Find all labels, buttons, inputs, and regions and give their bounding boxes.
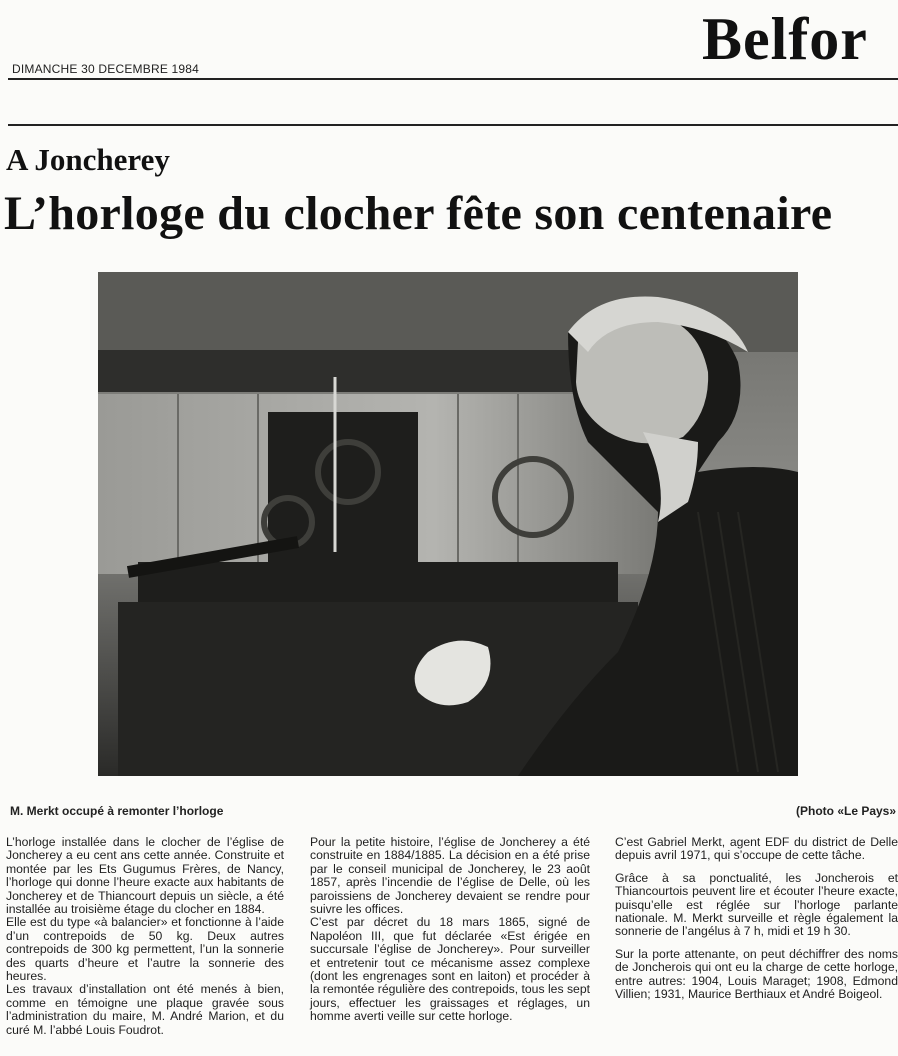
newspaper-masthead: Belfor: [702, 6, 868, 72]
article-kicker: A Joncherey: [6, 142, 170, 177]
masthead-rule: [8, 78, 898, 80]
paragraph: C’est par décret du 18 mars 1865, signé de Napoléon III, que fut déclarée «Est érigée en succursale l’église de Joncherey». Pour surveiller et entretenir tout ce mécanisme assez complexe (dont les engrenages sont en laiton) et procéder à la remontée régulière des contrepoids, tous les sept jours, effectuer les graissages et réglages, un homme averti veille sur cette horloge.: [310, 915, 590, 1024]
section-rule: [8, 124, 898, 126]
paragraph: Les travaux d’installation ont été menés à bien, comme en témoigne une plaque gravée sous l’administration du maire, M. André Marion, et du curé M. l’abbé Louis Foudrot.: [6, 982, 284, 1037]
paragraph: C’est Gabriel Merkt, agent EDF du district de Delle depuis avril 1971, qui s’occupe de cette tâche.: [615, 835, 898, 863]
article-photo: [98, 272, 798, 776]
article-column-1: [6, 836, 284, 1037]
clock-mechanism-photo: [98, 272, 798, 776]
paragraph: Grâce à sa ponctualité, les Joncherois et Thiancourtois peuvent lire et écouter l’heure exacte, puisqu’elle est réglée sur l’horloge parlante nationale. M. Merkt surveille et règle également la sonnerie de l’angélus à 7 h, midi et 19 h 30.: [615, 870, 898, 939]
paragraph: Pour la petite histoire, l’église de Joncherey a été construite en 1884/1885. La décision en a été prise par le conseil municipal de Joncherey, le 23 août 1857, après l’incendie de l’église de Delle, où les paroissiens de Joncherey devaient se rendre pour suivre les offices.: [310, 835, 590, 917]
photo-credit: (Photo «Le Pays»: [796, 804, 897, 818]
paragraph: L’horloge installée dans le clocher de l’église de Joncherey a eu cent ans cette année. Construite et montée par les Ets Gugumus Frères, de Nancy, l’horloge qui donne l’heure exacte aux habitants de Joncherey et de Thiancourt depuis un siècle, a été installée au troisième étage du clocher en 1884.: [6, 835, 284, 917]
article-headline: L’horloge du clocher fête son centenaire: [4, 187, 833, 240]
issue-date: DIMANCHE 30 DECEMBRE 1984: [12, 62, 200, 76]
paragraph: Elle est du type «à balancier» et fonctionne à l’aide d’un contrepoids de 50 kg. Deux autres contrepoids de 300 kg permettent, l’un la sonnerie des quarts d’heure et l’autre la sonnerie des heures.: [6, 915, 284, 984]
article-column-3: [615, 836, 898, 1001]
paragraph: Sur la porte attenante, on peut déchiffrer des noms de Joncherois qui ont eu la charge de cette horloge, entre autres: 1904, Louis Maraget; 1908, Edmond Villien; 1931, Maurice Berthiaux et André Boigeol.: [615, 946, 898, 1002]
article-column-2: [310, 836, 590, 1024]
photo-caption: M. Merkt occupé à remonter l’horloge: [10, 804, 224, 818]
